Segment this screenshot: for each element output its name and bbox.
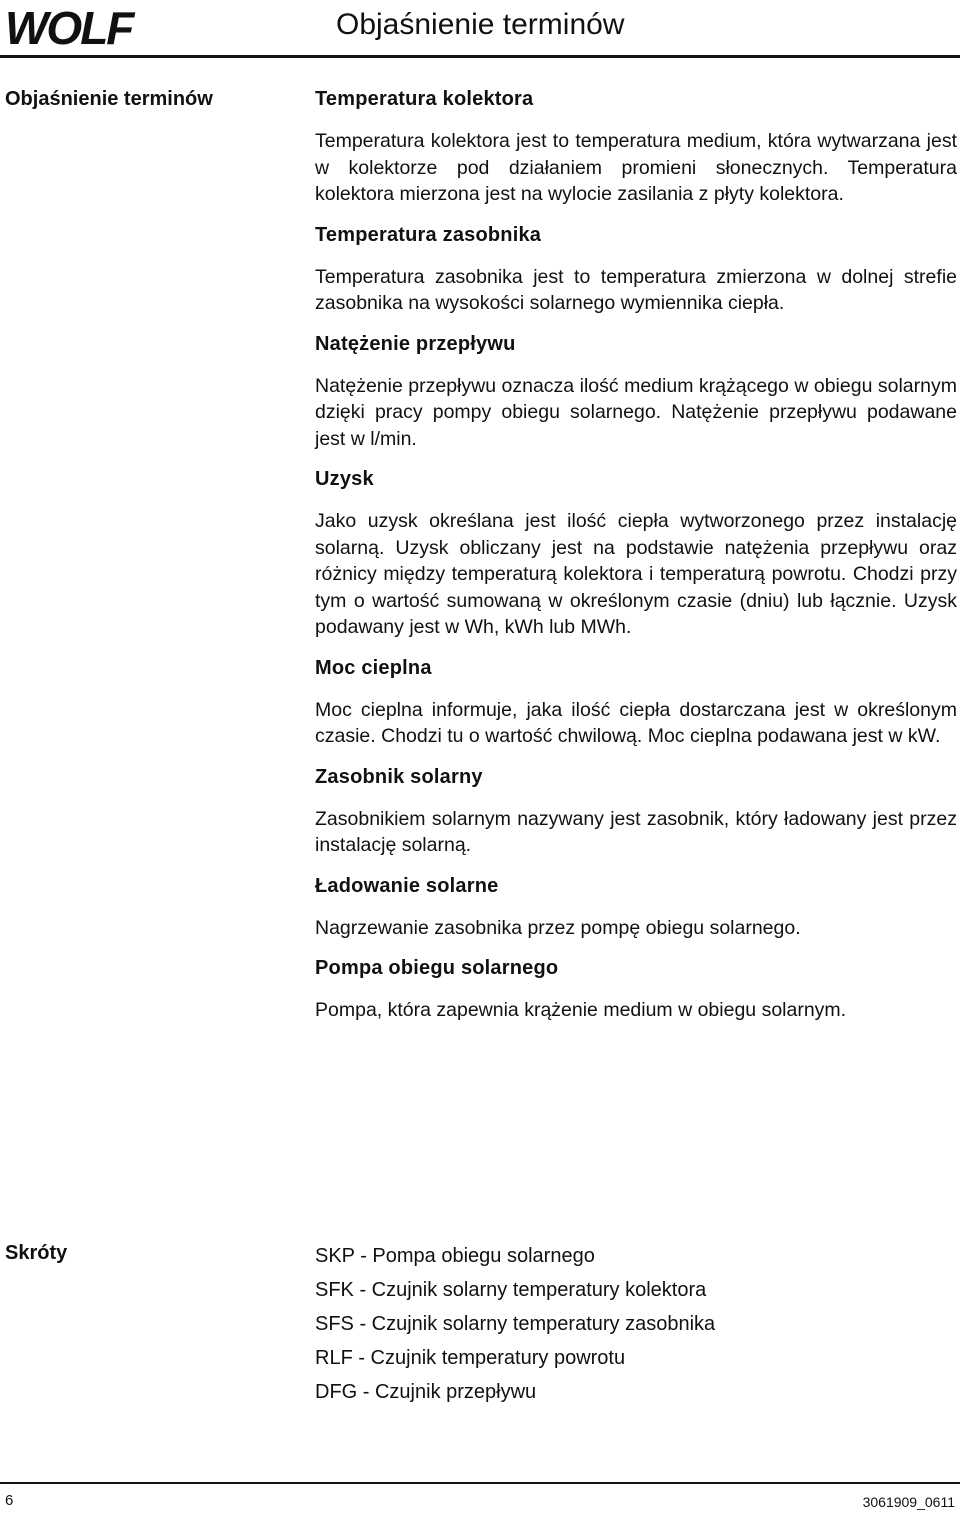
glossary-entry [315, 764, 957, 859]
glossary-definition: Moc cieplna informuje, jaka ilość ciepła dostarczana jest w określonym czasie. Chodzi tu o wartość chwilową. Moc cieplna podawana jest w kW. [315, 698, 957, 747]
glossary-entry [315, 331, 957, 453]
header-divider [0, 55, 960, 58]
abbreviations-list [315, 1239, 715, 1409]
glossary-definition: Nagrzewanie zasobnika przez pompę obiegu solarnego. [315, 916, 801, 939]
glossary-list [315, 86, 957, 1024]
glossary-definition: Temperatura kolektora jest to temperatura medium, która wytwarzana jest w kolektorze pod działaniem promieni słonecznych. Temperatura kolektora mierzona jest na wylocie zasilania z płyty kolektora. [315, 130, 957, 205]
glossary-entry [315, 466, 957, 641]
glossary-term: Moc cieplna [315, 656, 432, 679]
glossary-term: Zasobnik solarny [315, 765, 483, 788]
abbreviation-item: SFS - Czujnik solarny temperatury zasobnika [315, 1313, 716, 1335]
glossary-entry [315, 955, 957, 1024]
footer-divider [0, 1482, 960, 1484]
abbreviation-item: SKP - Pompa obiegu solarnego [315, 1245, 595, 1267]
abbreviation-item: RLF - Czujnik temperatury powrotu [315, 1347, 626, 1369]
page-number: 6 [5, 1492, 14, 1509]
glossary-entry [315, 655, 957, 750]
glossary-entry [315, 86, 957, 208]
glossary-section-label: Objaśnienie terminów [5, 88, 213, 110]
glossary-entry [315, 873, 957, 942]
glossary-term: Temperatura zasobnika [315, 223, 542, 246]
glossary-definition: Zasobnikiem solarnym nazywany jest zasobnik, który ładowany jest przez instalację solarną. [315, 807, 957, 856]
abbreviation-item: DFG - Czujnik przepływu [315, 1381, 537, 1403]
abbreviation-item: SFK - Czujnik solarny temperatury kolektora [315, 1279, 707, 1301]
glossary-definition: Natężenie przepływu oznacza ilość medium krążącego w obiegu solarnym dzięki pracy pompy obiegu solarnego. Natężenie przepływu podawane jest w l/min. [315, 374, 957, 450]
glossary-definition: Temperatura zasobnika jest to temperatura zmierzona w dolnej strefie zasobnika na wysokości solarnego wymiennika ciepła. [315, 265, 957, 314]
page-title: Objaśnienie terminów [336, 8, 625, 41]
glossary-entry [315, 222, 957, 317]
glossary-term: Uzysk [315, 468, 374, 490]
wolf-logo [5, 4, 160, 50]
glossary-term: Natężenie przepływu [315, 332, 516, 355]
glossary-definition: Jako uzysk określana jest ilość ciepła wytworzonego przez instalację solarną. Uzysk obliczany jest na podstawie natężenia przepływu oraz różnicy między temperaturą kolektora i temperaturą powrotu. Chodzi przy tym o wartość sumowaną w określonym czasie (dniu) lub łącznie. Uzysk podawany jest w Wh, kWh lub MWh. [315, 510, 957, 638]
document-code: 3061909_0611 [862, 1494, 955, 1510]
svg-text:WOLF: WOLF [5, 4, 133, 50]
glossary-term: Temperatura kolektora [315, 88, 534, 110]
glossary-definition: Pompa, która zapewnia krążenie medium w obiegu solarnym. [315, 999, 847, 1021]
abbreviations-section-label: Skróty [5, 1242, 68, 1264]
glossary-term: Pompa obiegu solarnego [315, 957, 559, 979]
glossary-term: Ładowanie solarne [315, 874, 499, 897]
